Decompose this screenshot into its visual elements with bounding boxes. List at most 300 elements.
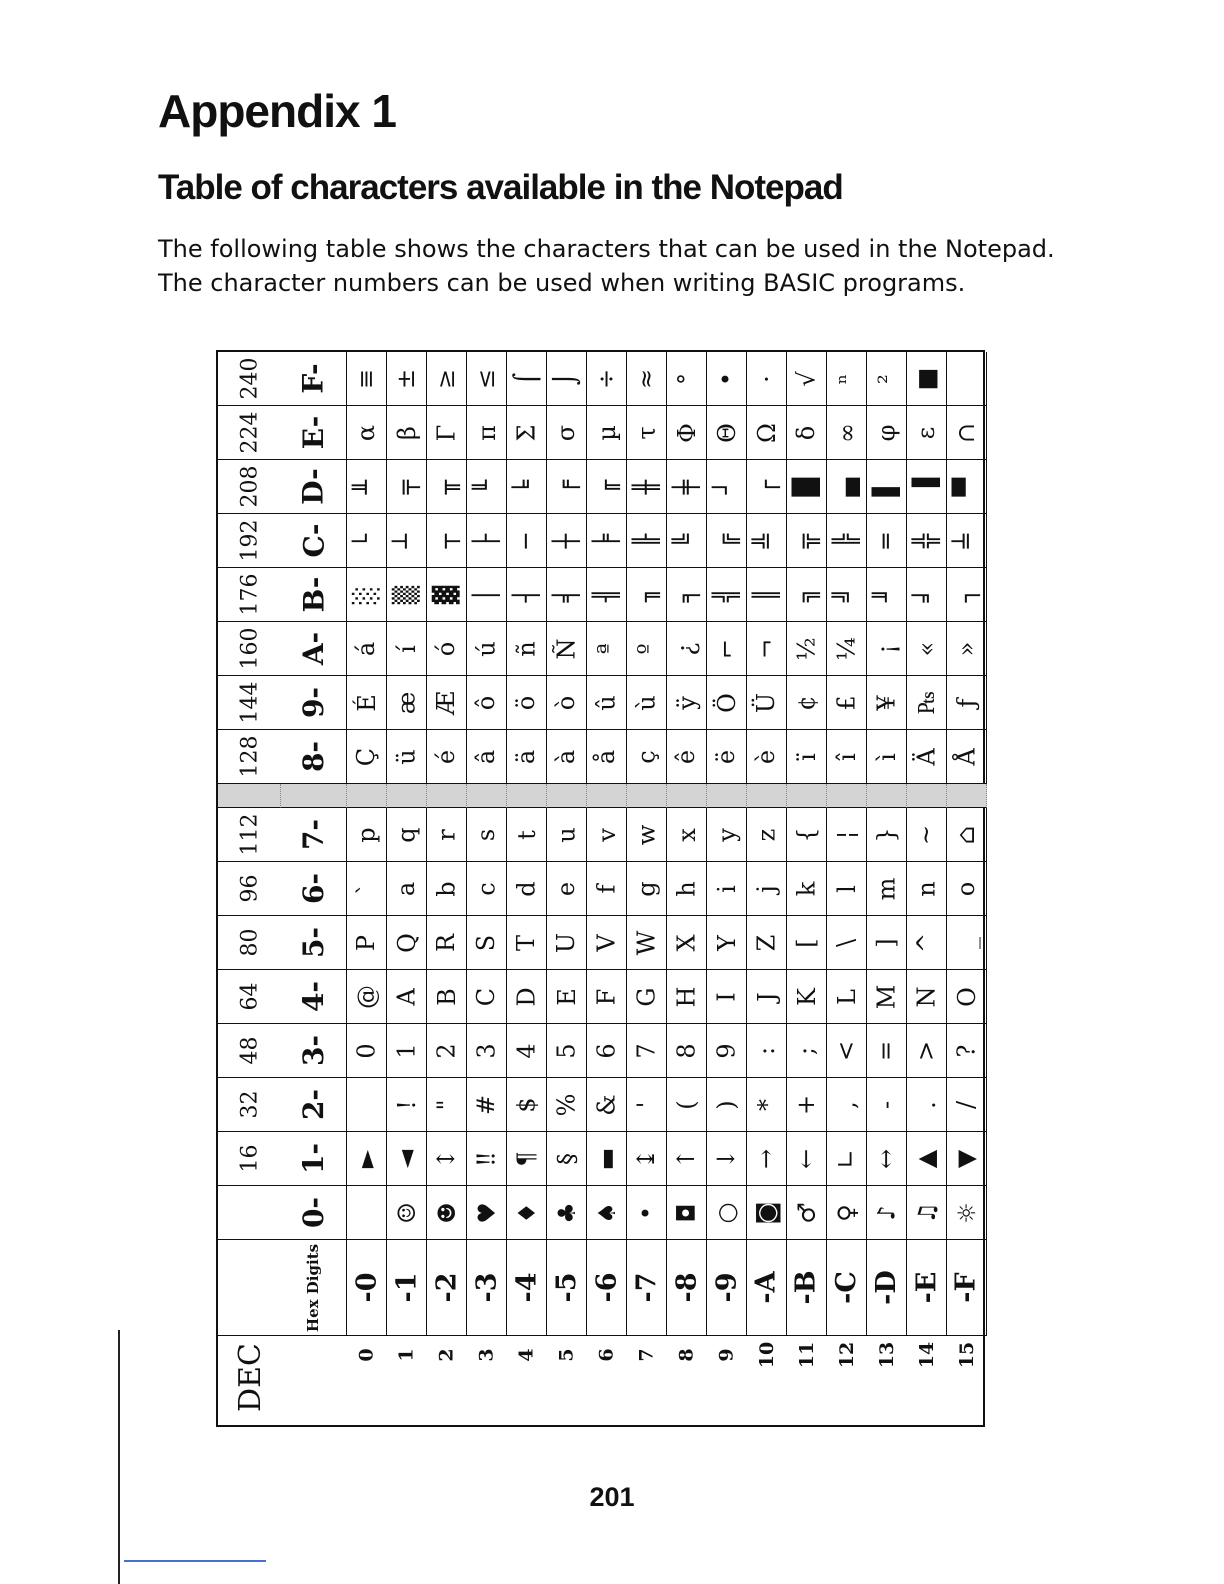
char-cell-text: ╩ [752,533,781,548]
char-cell-text: à [552,749,581,764]
char-cell [347,622,387,676]
char-cell [507,970,547,1024]
char-cell [627,676,667,730]
char-cell-text: * [752,1098,781,1111]
column-hex-label [387,1240,427,1336]
separator-cell [867,784,907,808]
char-cell-text: - [872,1100,901,1109]
char-cell-text: ƒ [952,698,981,707]
char-cell [827,1186,867,1240]
char-cell-text: │ [472,587,501,602]
char-cell-text: g [632,880,661,897]
char-cell [507,808,547,862]
char-cell-text: ╓ [592,479,621,494]
row-dec-label-text: 96 [237,874,262,903]
column-hex-label [707,1240,747,1336]
char-cell [627,1078,667,1132]
char-cell-text: 0 [352,1042,381,1059]
char-cell-text: q [392,826,421,843]
char-cell [627,916,667,970]
row-dec-label-text: 224 [237,411,262,454]
char-cell [427,514,467,568]
char-cell-text: ⌡ [552,372,581,385]
column-hex-label [347,1240,387,1336]
char-cell-text: B [432,987,461,1006]
row-dec-label [218,916,281,970]
char-cell [667,676,707,730]
char-cell-text: ♦ [512,1201,541,1224]
column-dec-label [787,1336,827,1431]
char-cell [667,970,707,1024]
char-cell-text: ┐ [952,587,981,602]
column-hex-label-text: -3 [471,1272,502,1303]
char-cell [427,1132,467,1186]
char-cell-text: « [912,641,941,656]
char-cell-text: ▓ [432,585,461,604]
char-cell [547,916,587,970]
char-cell-text: ╞ [592,533,621,548]
char-cell [867,916,907,970]
char-cell-text: 1 [392,1042,421,1059]
char-cell-text: ⌂ [952,825,981,844]
row-dec-label [218,352,281,406]
char-cell-text: √ [792,370,821,387]
char-cell-text: ╬ [912,533,941,548]
blank-cell [218,1240,281,1336]
column-dec-label [547,1336,587,1431]
char-cell-text: ë [712,749,741,764]
char-cell-text: á [352,641,381,656]
char-cell-text: φ [872,424,901,441]
char-cell [907,352,947,406]
char-cell [667,622,707,676]
char-cell [947,916,987,970]
row-hex-label [281,862,347,916]
char-cell-text: ☼ [952,1201,981,1224]
row-hex-label [281,808,347,862]
char-cell-text: £ [832,694,861,711]
char-cell [507,460,547,514]
row-hex-label-text: E- [296,415,330,450]
char-cell-text: ◘ [672,1203,701,1222]
char-cell-text: ┴ [392,533,421,548]
char-cell-text: ─ [512,533,541,548]
column-dec-label-text: 6 [595,1348,618,1362]
char-cell-text: Ω [752,422,781,443]
char-cell-text: é [432,749,461,764]
char-cell [827,1024,867,1078]
row-hex-label-text: 3- [296,1034,330,1067]
char-cell-text: ╨ [352,479,381,494]
char-cell [427,406,467,460]
row-dec-label-text: 128 [237,735,262,778]
char-cell [387,460,427,514]
char-cell [627,970,667,1024]
char-cell [787,622,827,676]
char-cell [387,1186,427,1240]
char-cell-text: µ [592,424,621,441]
char-cell-text: ┌ [752,479,781,494]
char-cell [547,970,587,1024]
char-cell [787,568,827,622]
separator-cell [947,784,987,808]
char-cell [947,1078,987,1132]
char-cell [587,808,627,862]
row-hex-label-text: 2- [296,1088,330,1121]
char-cell-text: ½ [792,636,821,661]
char-cell-text: ↔ [872,1148,901,1169]
char-cell [507,1186,547,1240]
char-cell-text: ▬ [592,1147,621,1170]
char-cell [787,862,827,916]
char-cell [907,1024,947,1078]
char-cell [867,460,907,514]
char-cell-text: ¥ [872,694,901,711]
char-cell [467,676,507,730]
char-cell-text: X [672,933,701,952]
char-cell [547,1186,587,1240]
char-cell-text: ¬ [752,638,781,659]
char-cell [347,460,387,514]
char-cell [667,862,707,916]
char-cell-text: 4 [512,1042,541,1059]
char-cell [547,862,587,916]
char-cell [347,916,387,970]
char-cell-text: N [912,986,941,1007]
char-cell [947,352,987,406]
char-cell-text: _ [952,936,981,949]
row-hex-label-text: A- [296,631,330,666]
char-cell [467,460,507,514]
column-hex-label-text: -B [791,1270,822,1305]
char-cell-text: j [752,884,781,893]
column-hex-label-text: -6 [591,1272,622,1303]
char-cell [907,1078,947,1132]
char-cell-text: ó [432,641,461,656]
char-cell [787,1132,827,1186]
row-dec-label-text: 32 [237,1090,262,1119]
char-cell [467,808,507,862]
char-cell-text: ° [672,372,701,385]
char-cell [707,1186,747,1240]
char-cell-text: ◄ [392,1149,421,1168]
char-cell [787,676,827,730]
char-cell [587,730,627,784]
row-hex-label [281,460,347,514]
char-cell-text: ╗ [792,587,821,602]
char-cell-text: É [352,693,381,712]
char-cell-text: ↓ [712,1148,741,1169]
char-cell [947,406,987,460]
char-cell-text: Θ [712,422,741,443]
margin-mark [118,1330,120,1584]
char-cell [587,862,627,916]
char-cell-text: w [632,824,661,845]
char-cell-text: ► [352,1149,381,1168]
char-cell-text: [ [792,937,821,948]
char-cell-text: P [352,934,381,951]
char-cell [507,916,547,970]
char-cell-text: ╧ [952,533,981,548]
char-cell-text: r [432,828,461,841]
char-cell-text: Q [392,932,421,953]
row-dec-label-text: 16 [237,1144,262,1173]
char-cell-text: ♥ [472,1201,501,1224]
char-cell-text: { [792,826,821,843]
column-dec-label [467,1336,507,1431]
column-dec-label [507,1336,547,1431]
row-dec-label [218,460,281,514]
char-cell [387,1078,427,1132]
char-cell-text: $ [512,1096,541,1113]
char-cell-text: 9 [712,1042,741,1059]
char-cell-text: ╪ [672,479,701,494]
char-cell-text: ╠ [832,533,861,548]
char-cell [747,352,787,406]
char-cell [427,808,467,862]
char-cell-text: ☻ [432,1201,461,1224]
char-cell [387,1024,427,1078]
char-cell [947,1132,987,1186]
char-cell-text: █ [792,477,821,496]
column-hex-label-text: -A [751,1271,782,1304]
column-hex-label-text: -E [910,1271,942,1304]
char-cell-text: í [392,644,421,653]
char-cell [867,730,907,784]
column-dec-label [347,1336,387,1431]
column-dec-label-text: 7 [635,1348,658,1362]
char-cell-text: W [632,930,661,955]
char-cell [787,730,827,784]
char-cell [787,406,827,460]
char-cell-text: δ [792,425,821,440]
column-hex-label-text: -0 [351,1272,382,1303]
char-cell-text: ü [392,748,421,765]
char-cell-text: ' [632,1101,661,1108]
char-cell-text: ╖ [632,587,661,602]
char-cell [867,862,907,916]
char-cell-text: Z [752,934,781,951]
char-cell [907,808,947,862]
column-hex-label [787,1240,827,1336]
separator-cell [427,784,467,808]
char-cell-text: . [912,1100,941,1109]
char-cell-text: ! [392,1099,421,1110]
char-cell-text: " [432,1098,461,1111]
char-cell [587,460,627,514]
separator-cell [627,784,667,808]
char-cell [427,568,467,622]
char-cell [587,352,627,406]
char-cell [667,352,707,406]
char-cell [787,1024,827,1078]
char-cell-text: 7 [632,1042,661,1059]
char-cell [387,406,427,460]
char-cell-text: < [832,1040,861,1061]
char-cell [747,406,787,460]
char-cell [547,568,587,622]
row-hex-label-text: 6- [296,872,330,905]
char-cell [867,1186,907,1240]
char-cell-text: T [512,934,541,951]
row-hex-label-text: 8- [296,740,330,773]
char-cell [627,460,667,514]
column-hex-label-text: -F [951,1272,982,1303]
char-cell-text: σ [552,424,581,441]
char-cell-text: ≡ [352,368,381,389]
separator-cell [547,784,587,808]
char-cell-text: d [512,880,541,897]
char-cell [827,1132,867,1186]
char-cell [707,862,747,916]
char-cell-text: ○ [712,1202,741,1223]
char-cell-text: @ [352,984,381,1009]
char-cell [787,352,827,406]
char-cell [747,730,787,784]
column-hex-label [747,1240,787,1336]
char-cell-text: π [472,424,501,441]
char-cell-text: Æ [432,690,461,715]
column-dec-label-text: 0 [355,1348,378,1362]
row-dec-label [218,1186,281,1240]
char-cell [707,568,747,622]
char-cell [347,406,387,460]
char-cell [867,1078,907,1132]
char-cell-text: D [512,986,541,1007]
char-cell [667,1132,707,1186]
row-dec-label-text: 48 [237,1036,262,1065]
row-hex-label [281,1186,347,1240]
row-dec-label [218,406,281,460]
column-hex-label [627,1240,667,1336]
char-cell-text: K [792,987,821,1006]
char-cell-text: k [792,881,821,896]
row-dec-label-text: 208 [237,465,262,508]
char-cell [547,1024,587,1078]
char-cell [947,676,987,730]
char-cell [827,730,867,784]
char-cell [667,730,707,784]
char-cell [507,1078,547,1132]
row-dec-label [218,676,281,730]
char-cell-text: Y [712,934,741,951]
char-cell [547,406,587,460]
column-hex-label-text: -5 [551,1272,582,1303]
column-dec-label [867,1336,907,1431]
char-cell [827,1078,867,1132]
separator-cell [707,784,747,808]
char-cell-text: ♂ [792,1201,821,1224]
char-cell [587,514,627,568]
char-cell-text: ] [872,937,901,948]
char-cell [867,352,907,406]
char-cell-text: • [632,1205,661,1220]
column-dec-label-text: 10 [755,1341,778,1369]
separator-cell [347,784,387,808]
row-dec-label-text: 176 [237,573,262,616]
char-cell [387,1132,427,1186]
char-cell [427,1024,467,1078]
char-cell [827,568,867,622]
char-cell [667,514,707,568]
char-cell [747,1186,787,1240]
char-cell [507,1132,547,1186]
char-cell-text: E [552,987,581,1006]
char-cell [867,808,907,862]
char-cell [707,676,747,730]
char-cell [547,622,587,676]
char-cell-text: ╝ [832,587,861,602]
char-cell [627,352,667,406]
char-cell [787,808,827,862]
char-cell [827,460,867,514]
row-dec-label-text: 160 [237,627,262,670]
column-dec-label-text: 14 [915,1341,938,1369]
row-dec-label-text: 192 [237,519,262,562]
char-cell [627,1132,667,1186]
char-cell [747,1132,787,1186]
row-hex-label-text: 9- [296,686,330,719]
char-cell [747,970,787,1024]
char-cell [507,730,547,784]
char-cell-text: M [872,984,901,1009]
char-cell-text: è [752,749,781,764]
column-dec-label-text: 11 [795,1341,818,1369]
row-hex-label-text: F- [297,363,330,394]
char-cell [547,352,587,406]
char-cell-text: ú [472,640,501,657]
char-cell-text: ▐ [912,477,941,496]
char-cell-text: ░ [352,585,381,604]
char-cell [547,1078,587,1132]
column-dec-label-text: 4 [515,1348,538,1362]
char-cell-text: ♪ [872,1204,901,1221]
row-hex-label [281,1132,347,1186]
char-cell-text: A [392,987,421,1006]
char-cell [947,514,987,568]
separator-cell [587,784,627,808]
char-cell [787,1186,827,1240]
char-cell-text: » [952,641,981,656]
char-cell [827,406,867,460]
char-cell-text: ▲ [912,1149,941,1168]
char-cell-text: ↑ [672,1148,701,1169]
row-hex-label-text: 7- [296,818,330,851]
char-cell-text: o [952,881,981,896]
char-cell [707,622,747,676]
row-dec-label [218,568,281,622]
char-cell-text: & [592,1093,621,1116]
char-cell-text: ║ [752,587,781,602]
row-hex-label [281,352,347,406]
char-cell-text: R [432,933,461,952]
char-cell [907,862,947,916]
char-cell-text: τ [632,425,661,440]
char-cell-text: ⌐ [712,638,741,659]
column-hex-label-text: -1 [391,1272,422,1303]
char-cell [907,916,947,970]
char-cell-text: ▄ [832,477,861,496]
char-cell-text: m [872,877,901,900]
intro-paragraph: The following table shows the characters that can be used in the Notepad. The character numbers can be used when writing BASIC programs. [158,235,1055,297]
char-cell [907,1132,947,1186]
char-cell [347,808,387,862]
char-cell-text: ~ [912,824,941,845]
char-cell [467,730,507,784]
char-cell-text: Σ [512,424,541,441]
char-cell [947,730,987,784]
char-cell [387,808,427,862]
